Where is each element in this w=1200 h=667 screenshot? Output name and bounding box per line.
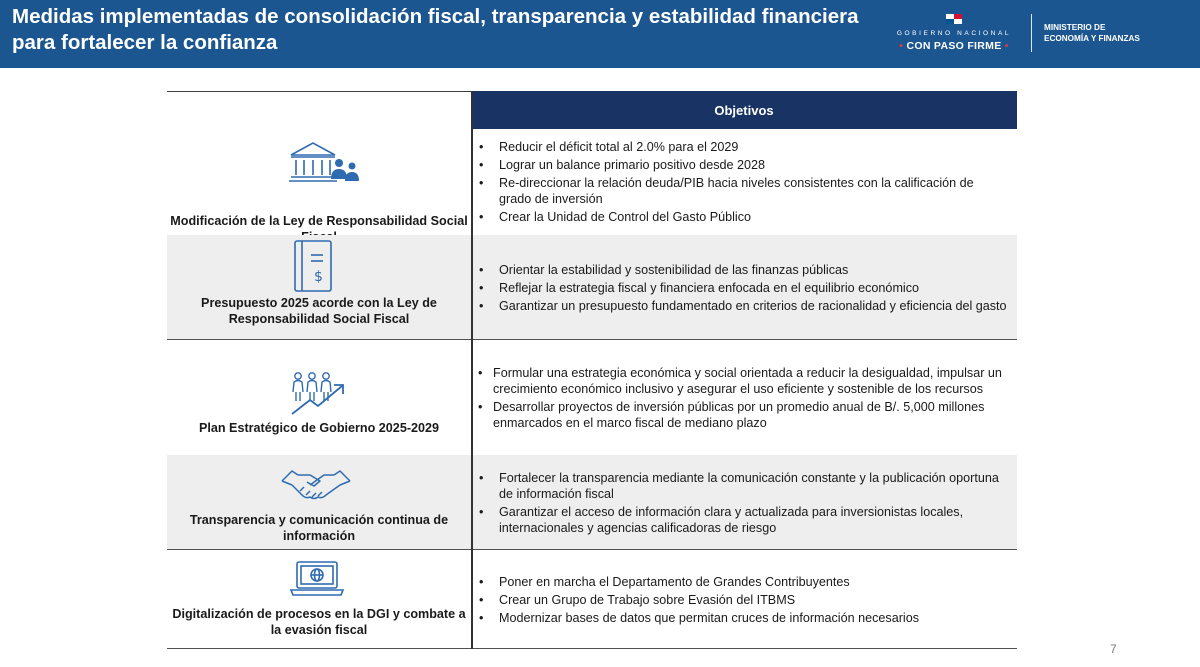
measure-label: Modificación de la Ley de Responsabilidad Social [170, 214, 468, 228]
page-title: Medidas implementadas de consolidación fiscal, transparencia y estabilidad financiera para fortalecer la confianza [12, 5, 859, 54]
measure-label: Plan Estratégico de Gobierno 2025-2029 [198, 421, 440, 435]
measure-label: Presupuesto 2025 acorde con la Ley de Responsabilidad Social Fiscal [201, 296, 437, 326]
list-item: • Formular una estrategia económica y social orientada a reducir la desigualdad, impulsar un crecimiento económico inclusivo y asegurar el uso eficiente y sostenible de los recursos [471, 365, 1007, 397]
measure-cell [167, 550, 471, 649]
list-item: • Re-direccionar la relación deuda/PIB hacia niveles consistentes con la calificación de grado de inversión [471, 175, 1007, 207]
list-item: • Poner en marcha el Departamento de Grandes Contribuyentes [471, 574, 1007, 590]
gov-logo-bottom: • CON PASO FIRME • [899, 40, 1009, 52]
bank-people-icon [287, 141, 363, 185]
objectives-list [471, 137, 1017, 227]
laptop-globe-icon [289, 560, 345, 598]
measure-label: Digitalización de procesos en la DGI y combate a la evasión fiscal [172, 607, 466, 637]
objectives-cell [471, 550, 1017, 649]
objectives-cell [471, 129, 1017, 235]
table-row [167, 235, 1017, 340]
gov-logo-top-text: GOBIERNO NACIONAL [896, 30, 1012, 37]
list-item: • Crear la Unidad de Control del Gasto Público [471, 209, 1007, 225]
svg-text:$: $ [314, 269, 323, 285]
list-item: • Fortalecer la transparencia mediante la comunicación constante y la publicación oportuna de información fiscal [471, 470, 1007, 502]
list-item: • Crear un Grupo de Trabajo sobre Evasión del ITBMS [471, 592, 1007, 608]
table-row [167, 129, 1017, 235]
list-item: • Garantizar el acceso de información clara y actualizada para inversionistas locales, internacionales y agencias calificadoras de riesgo [471, 504, 1007, 536]
people-growth-icon [288, 368, 352, 416]
objectives-list [471, 572, 1017, 628]
list-item: • Modernizar bases de datos que permitan cruces de información necesarios [471, 610, 1007, 626]
ministry-line-1: MINISTERIO DE [1044, 23, 1106, 32]
panama-flag-icon [946, 14, 962, 24]
page-number: 7 [1110, 642, 1117, 656]
objectives-cell [471, 455, 1017, 550]
ministry-logo [1044, 22, 1194, 44]
logo-divider [1031, 14, 1032, 52]
list-item: • Desarrollar proyectos de inversión públicas por un promedio anual de B/. 5,000 millones enmarcados en el marco fiscal de mediano plazo [471, 399, 1007, 431]
measure-cell [167, 129, 471, 235]
objectives-list [471, 260, 1017, 316]
column-divider [471, 91, 473, 649]
measure-cell [167, 235, 471, 340]
measure-label: Transparencia y comunicación continua de información [189, 513, 449, 543]
handshake-icon [280, 467, 352, 507]
gov-logo-slogan: CON PASO FIRME [906, 40, 1002, 52]
measure-cell [167, 340, 471, 455]
budget-document-icon [293, 239, 333, 293]
list-item: • Orientar la estabilidad y sostenibilidad de las finanzas públicas [471, 262, 1007, 278]
table-row [167, 340, 1017, 455]
objectives-column-header: Objetivos [471, 91, 1017, 129]
row-separator [167, 648, 1017, 649]
list-item: • Reducir el déficit total al 2.0% para el 2029 [471, 139, 1007, 155]
measure-cell [167, 455, 471, 550]
list-item: • Garantizar un presupuesto fundamentado en criterios de racionalidad y eficiencia del gasto [471, 298, 1007, 314]
objectives-cell [471, 340, 1017, 455]
objectives-list [471, 363, 1017, 433]
table-row [167, 455, 1017, 550]
gobierno-nacional-logo [884, 12, 1024, 56]
list-item: • Reflejar la estrategia fiscal y financiera enfocada en el equilibrio económico [471, 280, 1007, 296]
table-row [167, 550, 1017, 649]
list-item: • Lograr un balance primario positivo desde 2028 [471, 157, 1007, 173]
ministry-line-2: ECONOMÍA Y FINANZAS [1044, 34, 1140, 43]
header-bar [0, 0, 1200, 68]
objectives-list [471, 468, 1017, 538]
objectives-cell [471, 235, 1017, 340]
